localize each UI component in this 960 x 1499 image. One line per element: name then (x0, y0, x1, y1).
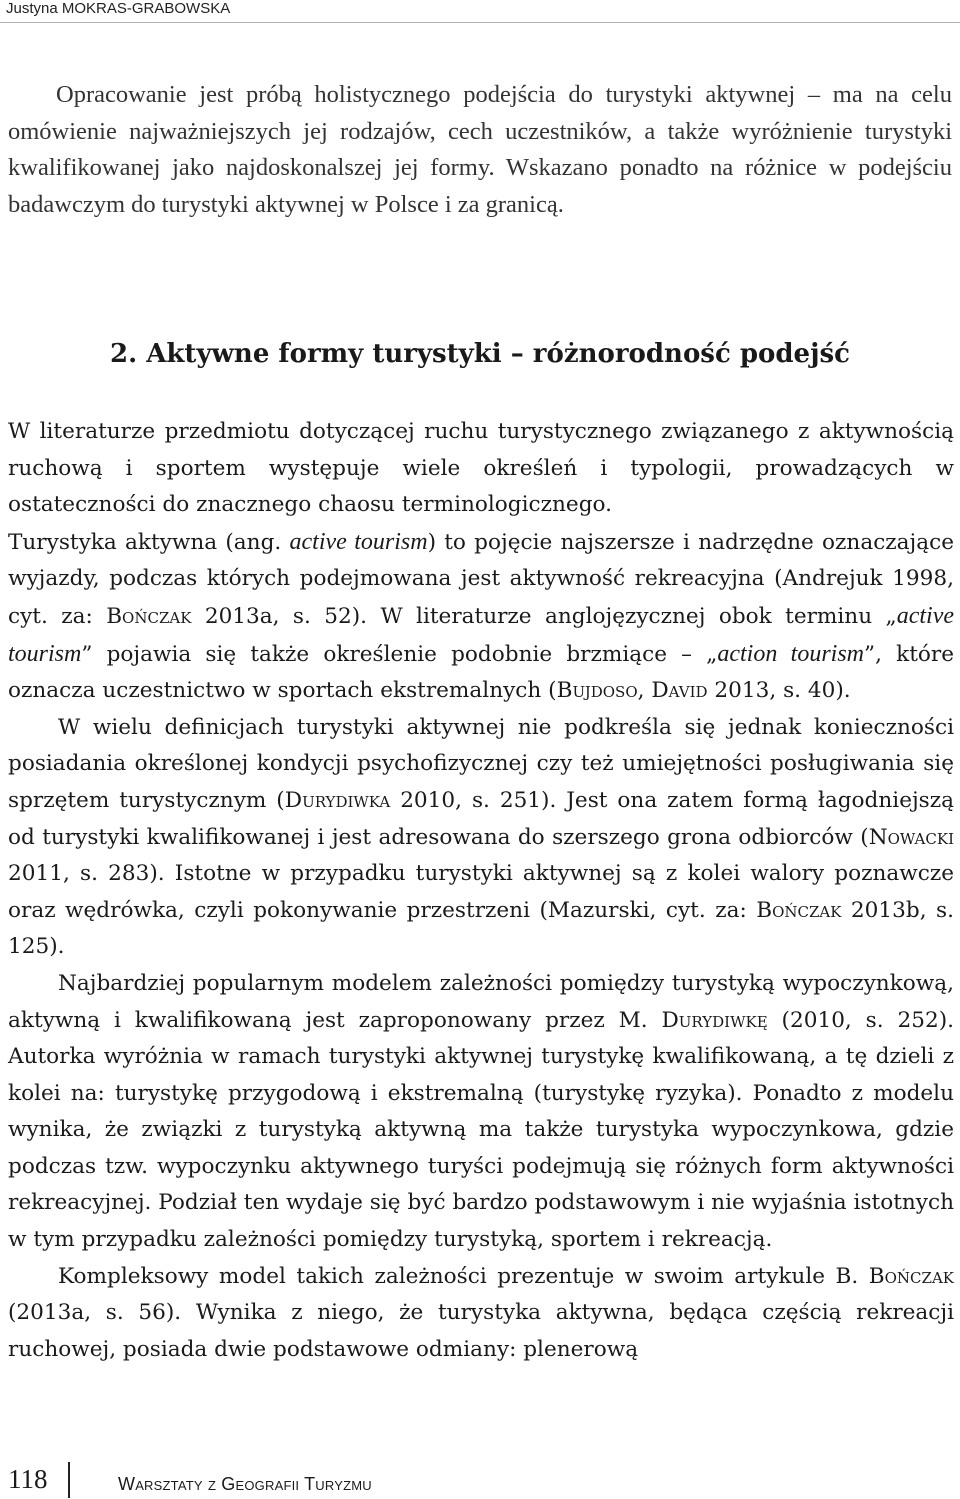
citation-author: David (651, 678, 708, 704)
citation-author: Bujdoso (556, 678, 638, 704)
section-title: 2. Aktywne formy turystyki – różnorodność podejść (110, 339, 850, 369)
paragraph-5: Kompleksowy model takich zależności prezentuje w swoim artykule B. Bończak (2013a, s. 56). Wynika z niego, że turystyka aktywna, będąca częścią rekreacji ruchowej, posiada dwie podstawowe odmiany: plenerową (8, 1263, 954, 1362)
paragraph-2: Turystyka aktywna (ang. active tourism) to pojęcie najszersze i nadrzędne oznaczające wyjazdy, podczas których podejmowana jest aktywność rekreacyjna (Andrejuk 1998, cyt. za: Bończak 2013a, s. 52). W literaturze anglojęzycznej obok terminu „active tourism” pojawia się także określenie podobnie brzmiące – „action tourism”, które oznacza uczestnictwo w sportach ekstremalnych (Bujdoso, David 2013, s. 40). (8, 528, 955, 704)
journal-title: Warsztaty z Geografii Turyzmu (118, 1474, 372, 1494)
paragraph-3: W wielu definicjach turystyki aktywnej nie podkreśla się jednak konieczności posiadania określonej kondycji psychofizycznej czy też umiejętności posługiwania się sprzętem turystycznym (Durydiwka 2010, s. 251). Jest ona zatem formą łagodniejszą od turystyki kwalifikowanej i jest adresowana do szerszego grona odbiorców (Nowacki 2011, s. 283). Istotne w przypadku turystyki aktywnej są z kolei walory poznawcze oraz wędrówka, czyli pokonywanie przestrzeni (Mazurski, cyt. za: Bończak 2013b, s. 125). (8, 714, 954, 960)
citation-author: Nowacki (868, 824, 954, 850)
paragraph-4: Najbardziej popularnym modelem zależności pomiędzy turystyką wypoczynkową, aktywną i kwalifikowaną jest zaproponowany przez M. Durydiwkę (2010, s. 252). Autorka wyróżnia w ramach turystyki aktywnej turystykę kwalifikowaną, a tę dzieli z kolei na: turystykę przygodową i ekstremalną (turystykę ryzyka). Ponadto z modelu wynika, że związki z turystyką aktywną ma także turystyka wypoczynkowa, gdzie podczas tzw. wypoczynku aktywnego turyści podejmują się różnych form aktywności rekreacyjnej. Podział ten wydaje się być bardzo podstawowym i nie wyjaśnia istotnych w tym przypadku zależności pomiędzy turystyką, sportem i rekreacją. (8, 970, 954, 1253)
abstract-paragraph: Opracowanie jest próbą holistycznego podejścia do turystyki aktywnej – ma na celu omówienie najważniejszych jej rodzajów, cech uczestników, a także wyróżnienie turystyki kwalifikowanej jako najdoskonalszej jej formy. Wskazano ponadto na różnice w podejściu badawczym do turystyki aktywnej w Polsce i za granicą. (8, 81, 952, 218)
citation-author: Durydiwkę (661, 1007, 768, 1033)
running-head: Justyna MOKRAS-GRABOWSKA (6, 0, 231, 17)
term-active-tourism: active tourism (289, 528, 428, 555)
footer-rule (68, 1462, 70, 1498)
citation-author: Bończak (106, 603, 192, 629)
header-rule (0, 22, 960, 23)
body-text (8, 414, 954, 1368)
citation-author: Durydiwka (284, 787, 391, 813)
page-footer (0, 1462, 960, 1499)
citation-author: Bończak (756, 897, 842, 923)
page-number: 118 (8, 1464, 48, 1494)
term-action-tourism: action tourism (717, 640, 865, 667)
citation-author: Bończak (868, 1263, 954, 1289)
paragraph-1: W literaturze przedmiotu dotyczącej ruchu turystycznego związanego z aktywnością ruchową i sportem występuje wiele określeń i typologii, prowadzących w ostateczności do znacznego chaosu terminologicznego. (8, 419, 954, 518)
term-active-tourism-quoted: active tourism (8, 602, 955, 667)
